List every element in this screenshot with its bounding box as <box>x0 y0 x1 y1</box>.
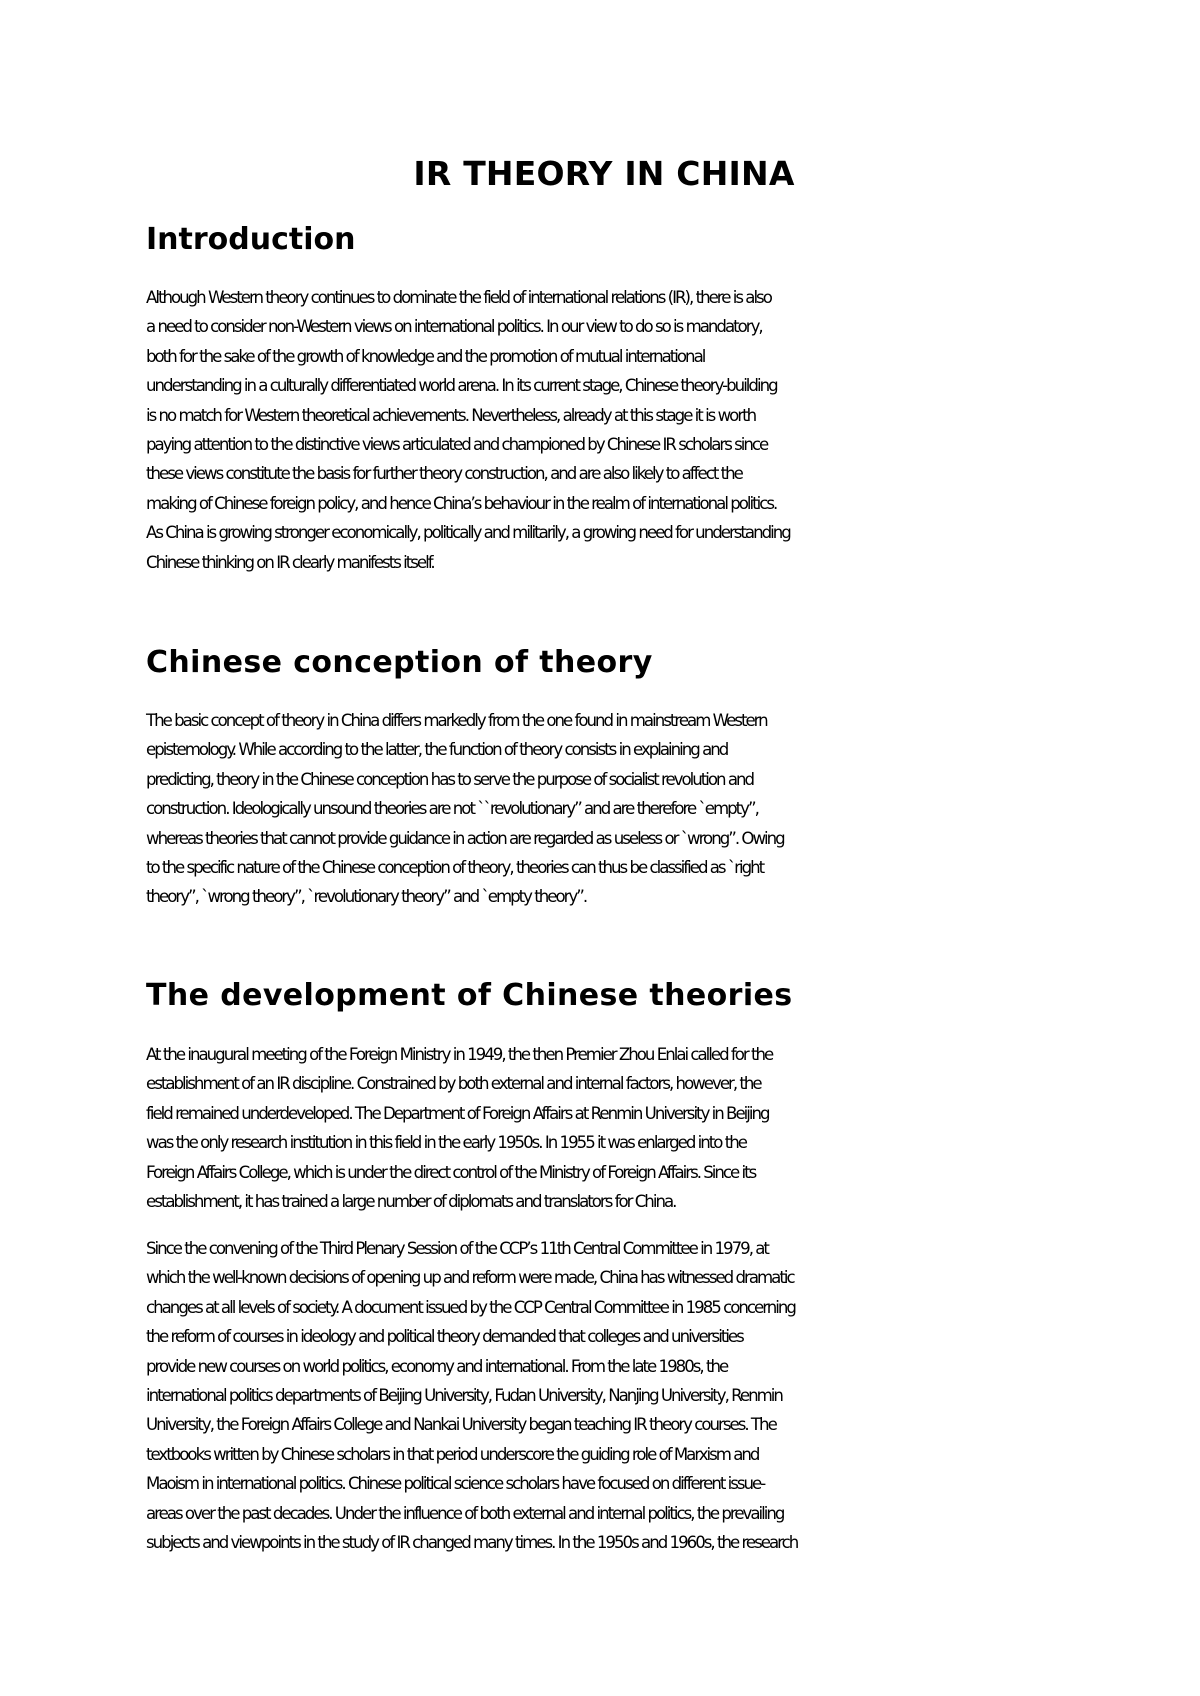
section-heading-development-of-chinese-theories: The development of Chinese theories <box>146 978 793 1013</box>
text-line: changes at all levels of society. A document issued by the CCP Central Committee in 1985 concerning <box>146 1297 795 1317</box>
text-line: textbooks written by Chinese scholars in that period underscore the guiding role of Marxism and <box>146 1444 759 1464</box>
paragraph-development-2 <box>146 1234 1076 1557</box>
text-line: was the only research institution in this field in the early 1950s. In 1955 it was enlarged into the <box>146 1133 746 1153</box>
text-line: At the inaugural meeting of the Foreign Ministry in 1949, the then Premier Zhou Enlai called for the <box>146 1045 773 1064</box>
text-line: predicting, theory in the Chinese conception has to serve the purpose of socialist revolution and <box>146 769 754 789</box>
text-line: making of Chinese foreign policy, and hence China’s behaviour in the realm of international politics. <box>146 493 777 513</box>
text-line: Since the convening of the Third Plenary Session of the CCP’s 11th Central Committee in 1979, at <box>146 1239 768 1258</box>
text-line: Chinese thinking on IR clearly manifests itself. <box>146 552 434 572</box>
text-line: a need to consider non-Western views on international politics. In our view to do so is mandatory, <box>146 317 762 337</box>
paragraph-introduction <box>146 283 1076 577</box>
text-line: understanding in a culturally differentiated world arena. In its current stage, Chinese theory-building <box>146 376 777 396</box>
document-title: IR THEORY IN CHINA <box>413 154 795 193</box>
text-line: field remained underdeveloped. The Department of Foreign Affairs at Renmin University in Beijing <box>146 1103 769 1123</box>
text-line: to the specific nature of the Chinese conception of theory, theories can thus be classified as `right <box>146 858 764 878</box>
text-line: is no match for Western theoretical achievements. Nevertheless, already at this stage it is worth <box>146 405 756 425</box>
text-line: international politics departments of Beijing University, Fudan University, Nanjing University, Renmin <box>146 1386 782 1406</box>
text-line: establishment of an IR discipline. Constrained by both external and internal factors, however, the <box>146 1074 761 1094</box>
section-heading-chinese-conception-of-theory: Chinese conception of theory <box>146 645 653 680</box>
text-line: establishment, it has trained a large number of diplomats and translators for China. <box>146 1192 676 1212</box>
paragraph-development-1 <box>146 1040 1076 1216</box>
text-line: construction. Ideologically unsound theories are not ``revolutionary’’ and are therefore `empty”, <box>146 799 758 819</box>
section-heading-introduction: Introduction <box>146 222 356 257</box>
text-line: whereas theories that cannot provide guidance in action are regarded as useless or `wrong”. Owing <box>146 828 784 848</box>
text-line: the reform of courses in ideology and political theory demanded that colleges and universities <box>146 1327 743 1347</box>
text-line: Although Western theory continues to dominate the field of international relations (IR), there is also <box>146 288 771 307</box>
text-line: paying attention to the distinctive views articulated and championed by Chinese IR scholars since <box>146 435 768 455</box>
text-line: As China is growing stronger economically, politically and militarily, a growing need for understanding <box>146 523 790 543</box>
text-line: provide new courses on world politics, economy and international. From the late 1980s, the <box>146 1356 728 1376</box>
text-line: epistemology. While according to the latter, the function of theory consists in explaining and <box>146 740 728 760</box>
text-line: these views constitute the basis for further theory construction, and are also likely to affect the <box>146 464 742 484</box>
paragraph-chinese-conception <box>146 706 1076 912</box>
text-line: both for the sake of the growth of knowledge and the promotion of mutual international <box>146 346 705 366</box>
text-line: Foreign Affairs College, which is under the direct control of the Ministry of Foreign Affairs. Since its <box>146 1162 756 1182</box>
text-line: theory”, `wrong theory”, `revolutionary theory” and `empty theory”. <box>146 887 587 907</box>
text-line: areas over the past decades. Under the influence of both external and internal politics, the prevailing <box>146 1503 784 1523</box>
text-line: which the well-known decisions of opening up and reform were made, China has witnessed dramatic <box>146 1268 794 1288</box>
text-line: University, the Foreign Affairs College and Nankai University began teaching IR theory courses. The <box>146 1415 776 1435</box>
text-line: The basic concept of theory in China differs markedly from the one found in mainstream Western <box>146 711 767 730</box>
text-line: Maoism in international politics. Chinese political science scholars have focused on different issue- <box>146 1474 765 1494</box>
text-line: subjects and viewpoints in the study of IR changed many times. In the 1950s and 1960s, the research <box>146 1533 798 1553</box>
